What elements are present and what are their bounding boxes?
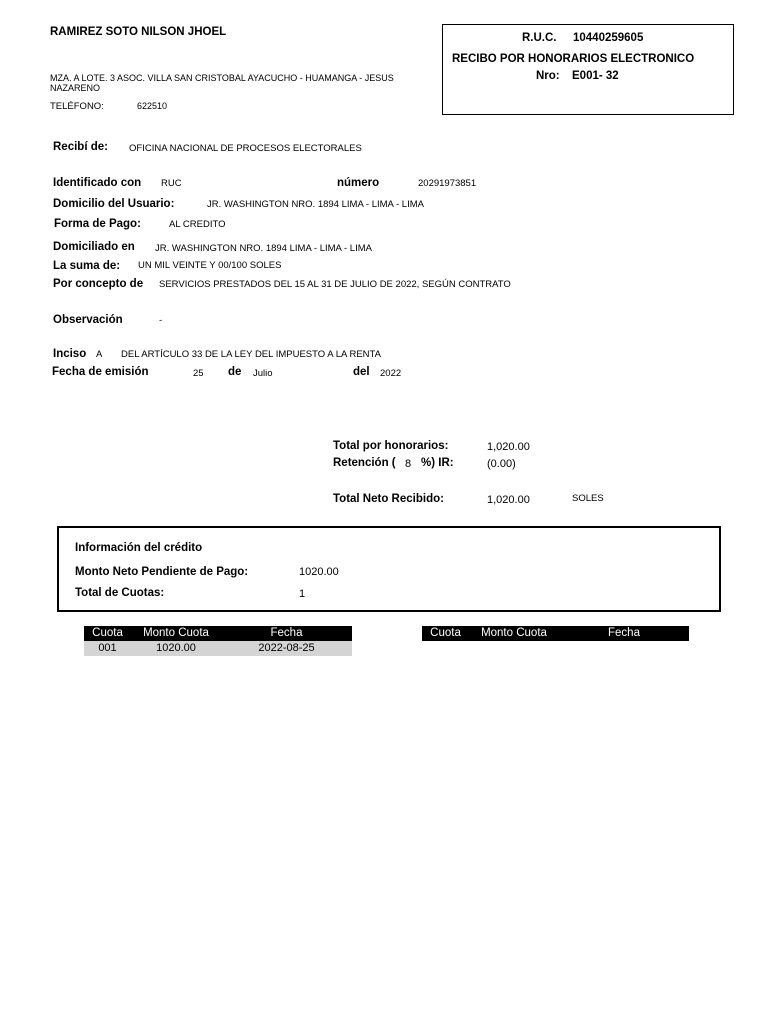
observacion-value: - (159, 315, 163, 326)
cuotas-table-right (422, 626, 689, 641)
concepto-value: SERVICIOS PRESTADOS DEL 15 AL 31 DE JULIO DE 2022, SEGÚN CONTRATO (159, 279, 511, 290)
domiciliado-value: JR. WASHINGTON NRO. 1894 LIMA - LIMA - LIMA (155, 243, 372, 254)
fecha-anio: 2022 (380, 368, 402, 379)
identificado-value: RUC (161, 178, 182, 189)
numero-value: 20291973851 (418, 178, 477, 189)
retencion-label-b: %) IR: (421, 457, 454, 469)
column-header-fecha: Fecha (221, 626, 352, 641)
cell-monto: 1020.00 (131, 641, 221, 656)
inciso-value: A (96, 349, 103, 360)
observacion-label: Observación (53, 314, 123, 326)
ruc-label: R.U.C. (522, 32, 557, 44)
fecha-de-label: de (228, 366, 242, 378)
column-header-fecha: Fecha (559, 626, 689, 641)
credit-title: Información del crédito (75, 542, 203, 554)
recibi-label: Recibí de: (53, 141, 108, 153)
issuer-name: RAMIREZ SOTO NILSON JHOEL (50, 26, 227, 38)
column-header-monto: Monto Cuota (131, 626, 221, 641)
total-neto-label: Total Neto Recibido: (333, 493, 444, 505)
fecha-mes: Julio (253, 368, 273, 379)
cuotas-table-left (84, 626, 352, 656)
ruc-value: 10440259605 (573, 32, 644, 44)
domicilio-usuario-label: Domicilio del Usuario: (53, 198, 175, 210)
table-row (84, 641, 352, 656)
column-header-cuota: Cuota (84, 626, 131, 641)
total-cuotas-label: Total de Cuotas: (75, 587, 165, 599)
receipt-title: RECIBO POR HONORARIOS ELECTRONICO (452, 53, 695, 65)
forma-pago-label: Forma de Pago: (54, 218, 141, 230)
inciso-text: DEL ARTÍCULO 33 DE LA LEY DEL IMPUESTO A LA RENTA (121, 349, 381, 360)
pendiente-label: Monto Neto Pendiente de Pago: (75, 566, 249, 578)
retencion-value: (0.00) (487, 458, 516, 470)
total-honorarios-label: Total por honorarios: (333, 440, 449, 452)
suma-label: La suma de: (53, 260, 121, 272)
table-header-row (422, 626, 689, 641)
column-header-monto: Monto Cuota (469, 626, 559, 641)
numero-label: número (337, 177, 380, 189)
total-neto-value: 1,020.00 (487, 494, 530, 506)
fecha-dia: 25 (193, 368, 204, 379)
fecha-emision-label: Fecha de emisión (52, 366, 149, 378)
cell-fecha: 2022-08-25 (221, 641, 352, 656)
fecha-del-label: del (353, 366, 370, 378)
nro-label: Nro: (536, 70, 560, 82)
recibi-value: OFICINA NACIONAL DE PROCESOS ELECTORALES (129, 143, 362, 154)
column-header-cuota: Cuota (422, 626, 469, 641)
currency-label: SOLES (572, 493, 604, 504)
concepto-label: Por concepto de (53, 278, 144, 290)
nro-value: E001- 32 (572, 70, 619, 82)
domicilio-usuario-value: JR. WASHINGTON NRO. 1894 LIMA - LIMA - LIMA (207, 199, 424, 210)
domiciliado-label: Domiciliado en (53, 241, 135, 253)
phone-label: TELÉFONO: (50, 101, 104, 112)
forma-pago-value: AL CREDITO (169, 219, 226, 230)
table-header-row (84, 626, 352, 641)
suma-value: UN MIL VEINTE Y 00/100 SOLES (138, 260, 282, 271)
inciso-label: Inciso (53, 348, 87, 360)
retencion-pct: 8 (405, 458, 412, 470)
pendiente-value: 1020.00 (299, 566, 339, 578)
retencion-label-a: Retención ( (333, 457, 396, 469)
identificado-label: Identificado con (53, 177, 142, 189)
total-honorarios-value: 1,020.00 (487, 441, 530, 453)
phone-value: 622510 (137, 101, 168, 111)
cell-cuota: 001 (84, 641, 131, 656)
total-cuotas-value: 1 (299, 588, 306, 600)
issuer-address: MZA. A LOTE. 3 ASOC. VILLA SAN CRISTOBAL AYACUCHO - HUAMANGA - JESUS NAZARENO (50, 73, 394, 93)
